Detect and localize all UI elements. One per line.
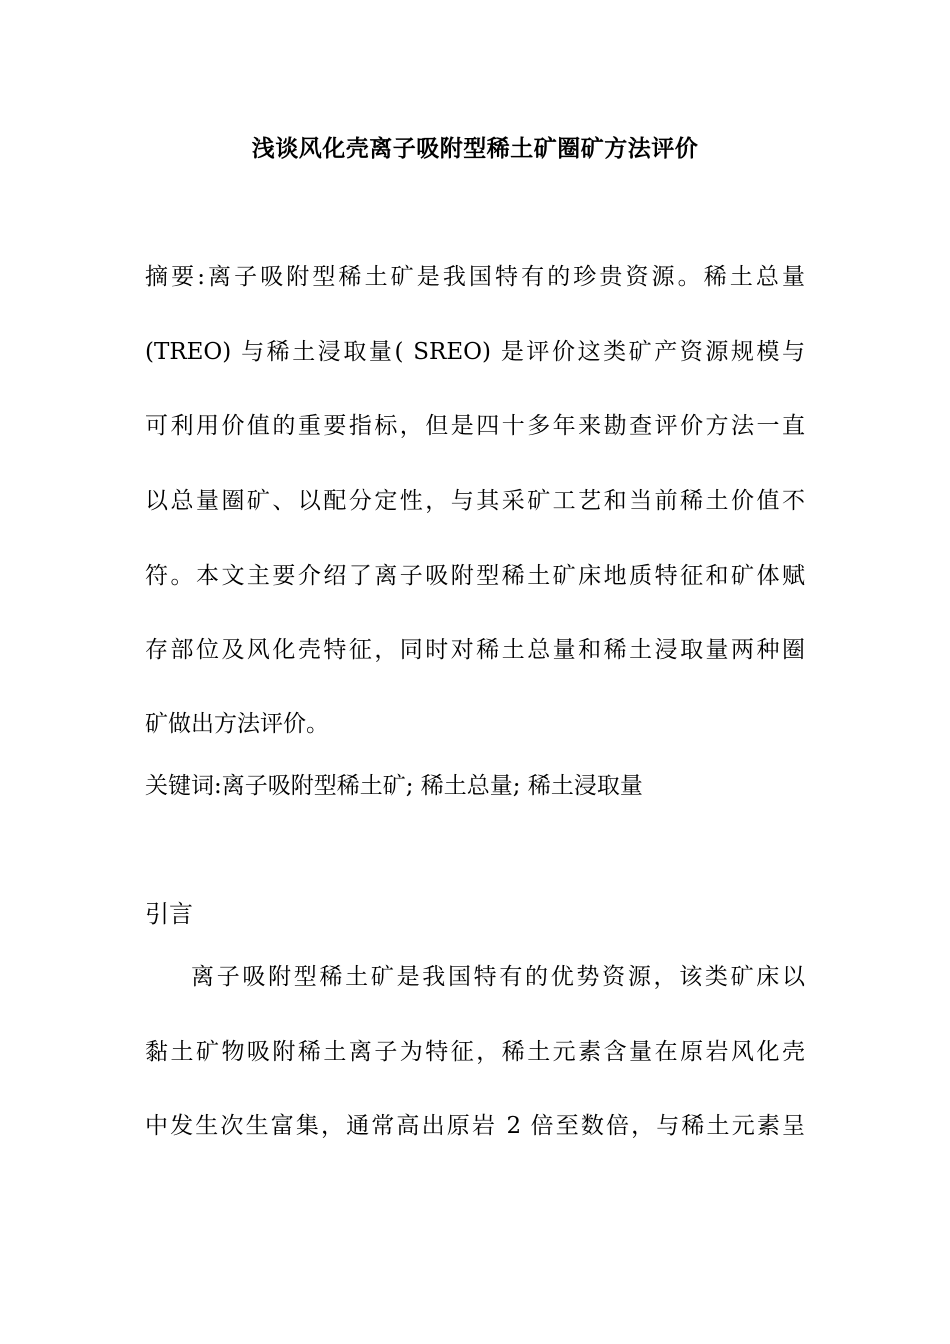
intro-line-1: 离子吸附型稀土矿是我国特有的优势资源，该类矿床以 [191, 964, 805, 990]
abstract-line-6: 存部位及风化壳特征，同时对稀土总量和稀土浸取量两种圈 [145, 637, 805, 663]
document-title: 浅谈风化壳离子吸附型稀土矿圈矿方法评价 [251, 135, 699, 162]
abstract-line-7: 矿做出方法评价。 [145, 711, 329, 737]
intro-line-3: 中发生次生富集，通常高出原岩 2 倍至数倍，与稀土元素呈 [145, 1113, 805, 1139]
abstract-line-5: 符。本文主要介绍了离子吸附型稀土矿床地质特征和矿体赋 [145, 563, 805, 589]
abstract-label: 摘要 [145, 264, 198, 290]
keywords-line [145, 771, 805, 801]
abstract-line-1 [145, 262, 805, 292]
keywords-text: :离子吸附型稀土矿; 稀土总量; 稀土浸取量 [214, 773, 643, 799]
abstract-line-4: 以总量圈矿、以配分定性，与其采矿工艺和当前稀土价值不 [145, 488, 805, 514]
intro-heading: 引言 [145, 900, 193, 928]
abstract-line-2: (TREO) 与稀土浸取量( SREO) 是评价这类矿产资源规模与 [145, 339, 805, 365]
abstract-text-1: :离子吸附型稀土矿是我国特有的珍贵资源。稀土总量 [197, 264, 806, 290]
intro-line-2: 黏土矿物吸附稀土离子为特征，稀土元素含量在原岩风化壳 [145, 1039, 805, 1065]
keywords-label: 关键词 [145, 773, 214, 799]
abstract-line-3: 可利用价值的重要指标，但是四十多年来勘查评价方法一直 [145, 413, 805, 439]
